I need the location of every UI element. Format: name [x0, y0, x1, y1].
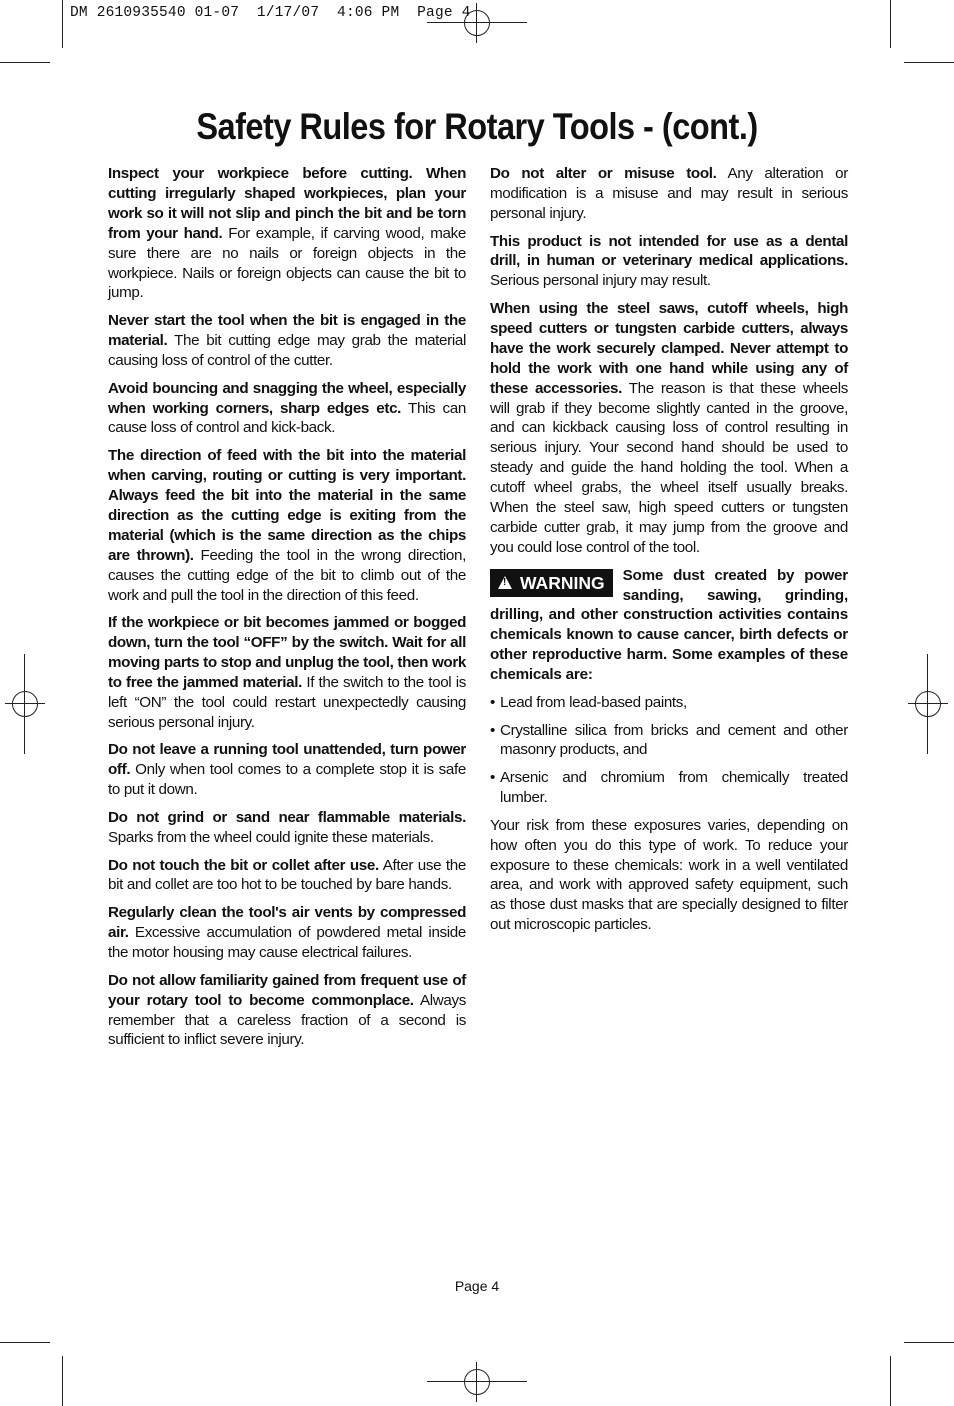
slug-line: DM 2610935540 01-07 1/17/07 4:06 PM Page 4 [70, 5, 471, 21]
warning-triangle-icon: ! [498, 576, 512, 589]
paragraph [108, 903, 466, 963]
paragraph [108, 311, 466, 371]
registration-mark-bottom [457, 1362, 497, 1402]
paragraph [490, 299, 848, 558]
registration-mark-top [457, 3, 497, 43]
page-number: Page 4 [454, 1278, 500, 1294]
warning-badge [490, 569, 613, 597]
rule-heading: Inspect your workpiece before cutting. When cutting irregularly shaped workpieces, plan your work so it will not slip and pinch the bit and be torn from your hand. [108, 165, 466, 242]
paragraph [108, 613, 466, 732]
paragraph [108, 740, 466, 800]
paragraph [108, 971, 466, 1051]
rule-text: For example, if carving wood, make sure there are no nails or foreign objects in the workpiece. Nails or foreign objects can cause the bit to jump. [108, 224, 466, 302]
rule-heading: This product is not intended for use as a dental drill, in human or veterinary medical applications. [490, 232, 848, 270]
warning-text: Some dust created by power sanding, sawing, grinding, drilling, and other construction activities contains chemicals known to cause cancer, birth defects or other reproductive harm. Some examples of these chemicals are: [490, 566, 848, 684]
rule-heading: If the workpiece or bit becomes jammed or bogged down, turn the tool “OFF” by the switch. Wait for all moving parts to stop and unplug the tool, then work to free the jammed material. [108, 614, 466, 691]
rule-text: Only when tool comes to a complete stop it is safe to put it down. [108, 761, 466, 799]
warning-paragraph [490, 566, 848, 685]
paragraph [108, 446, 466, 605]
rule-text: This can cause loss of control and kick-back. [108, 399, 466, 437]
registration-mark-right [908, 684, 948, 724]
left-column [108, 164, 466, 1058]
paragraph [108, 808, 466, 848]
paragraph [108, 164, 466, 303]
crop-mark [0, 62, 50, 63]
crop-mark [62, 1356, 63, 1406]
bullet-icon: • [490, 769, 495, 787]
crop-mark [904, 1342, 954, 1343]
bullet-icon: • [490, 721, 495, 739]
crop-mark [890, 1356, 891, 1406]
rule-heading: Do not allow familiarity gained from frequent use of your rotary tool to become commonplace. [108, 971, 466, 1009]
crop-mark [904, 62, 954, 63]
rule-heading: Do not leave a running tool unattended, turn power off. [108, 741, 466, 779]
page-title: Safety Rules for Rotary Tools - (cont.) [196, 106, 758, 147]
rule-text: Serious personal injury may result. [490, 272, 711, 290]
rule-text: After use the bit and collet are too hot to be touched by bare hands. [108, 856, 466, 894]
rule-text: If the switch to the tool is left “ON” the tool could restart unexpectedly causing serious personal injury. [108, 673, 466, 731]
paragraph [490, 164, 848, 224]
paragraph [108, 379, 466, 439]
crop-mark [890, 0, 891, 48]
paragraph [490, 232, 848, 292]
closing-paragraph: Your risk from these exposures varies, depending on how often you do this type of work. To reduce your exposure to these chemicals: work in a well ventilated area, and work with approved safety equipment, such as those dust masks that are specially designed to filter out microscopic particles. [490, 816, 848, 934]
rule-text: The reason is that these wheels will grab if they become slightly canted in the groove, and can kickback causing loss of control resulting in serious injury. Your second hand should be used to steady and guide the hand holding the tool. When a cutoff wheel grabs, the wheel itself usually breaks. When the steel saw, high speed cutters or tungsten carbide cutter grab, it may jump from the groove and you could lose control of the tool. [490, 379, 849, 556]
list-item: • Lead from lead-based paints, [490, 693, 687, 711]
rule-heading: Do not touch the bit or collet after use. [108, 856, 379, 874]
rule-text: The bit cutting edge may grab the material causing loss of control of the cutter. [108, 332, 466, 369]
rule-text: Excessive accumulation of powdered metal inside the motor housing may cause electrical failures. [108, 924, 466, 961]
registration-mark-left [5, 684, 45, 724]
rule-text: Always remember that a careless fraction of a second is sufficient to inflict severe injury. [108, 991, 466, 1049]
rule-heading: When using the steel saws, cutoff wheels, high speed cutters or tungsten carbide cutters, always have the work securely clamped. Never attempt to hold the work with one hand while using any of these accessories. [490, 300, 848, 397]
rule-heading: The direction of feed with the bit into the material when carving, routing or cutting is very important. Always feed the bit into the material in the same direction as the cutting edge is exiting from the material (which is the same direction as the chips are thrown). [108, 447, 466, 564]
right-column [490, 164, 848, 943]
crop-mark [62, 0, 63, 48]
bullet-icon: • [490, 693, 495, 711]
rule-text: Any alteration or modification is a misuse and may result in serious personal injury. [490, 165, 848, 222]
warning-label: WARNING [520, 572, 605, 593]
list-item: • Crystalline silica from bricks and cement and other masonry products, and [490, 721, 848, 759]
rule-heading: Regularly clean the tool's air vents by compressed air. [108, 904, 466, 942]
rule-heading: Do not alter or misuse tool. [490, 165, 717, 182]
paragraph [108, 856, 466, 896]
rule-text: Sparks from the wheel could ignite these materials. [108, 828, 434, 846]
crop-mark [0, 1342, 50, 1343]
rule-text: Feeding the tool in the wrong direction, causes the cutting edge of the bit to climb out of the work and pull the tool in the direction of this feed. [108, 546, 466, 604]
rule-heading: Never start the tool when the bit is engaged in the material. [108, 312, 466, 350]
rule-heading: Avoid bouncing and snagging the wheel, especially when working corners, sharp edges etc. [108, 379, 466, 417]
rule-heading: Do not grind or sand near flammable materials. [108, 808, 466, 826]
list-item: • Arsenic and chromium from chemically treated lumber. [490, 769, 848, 807]
